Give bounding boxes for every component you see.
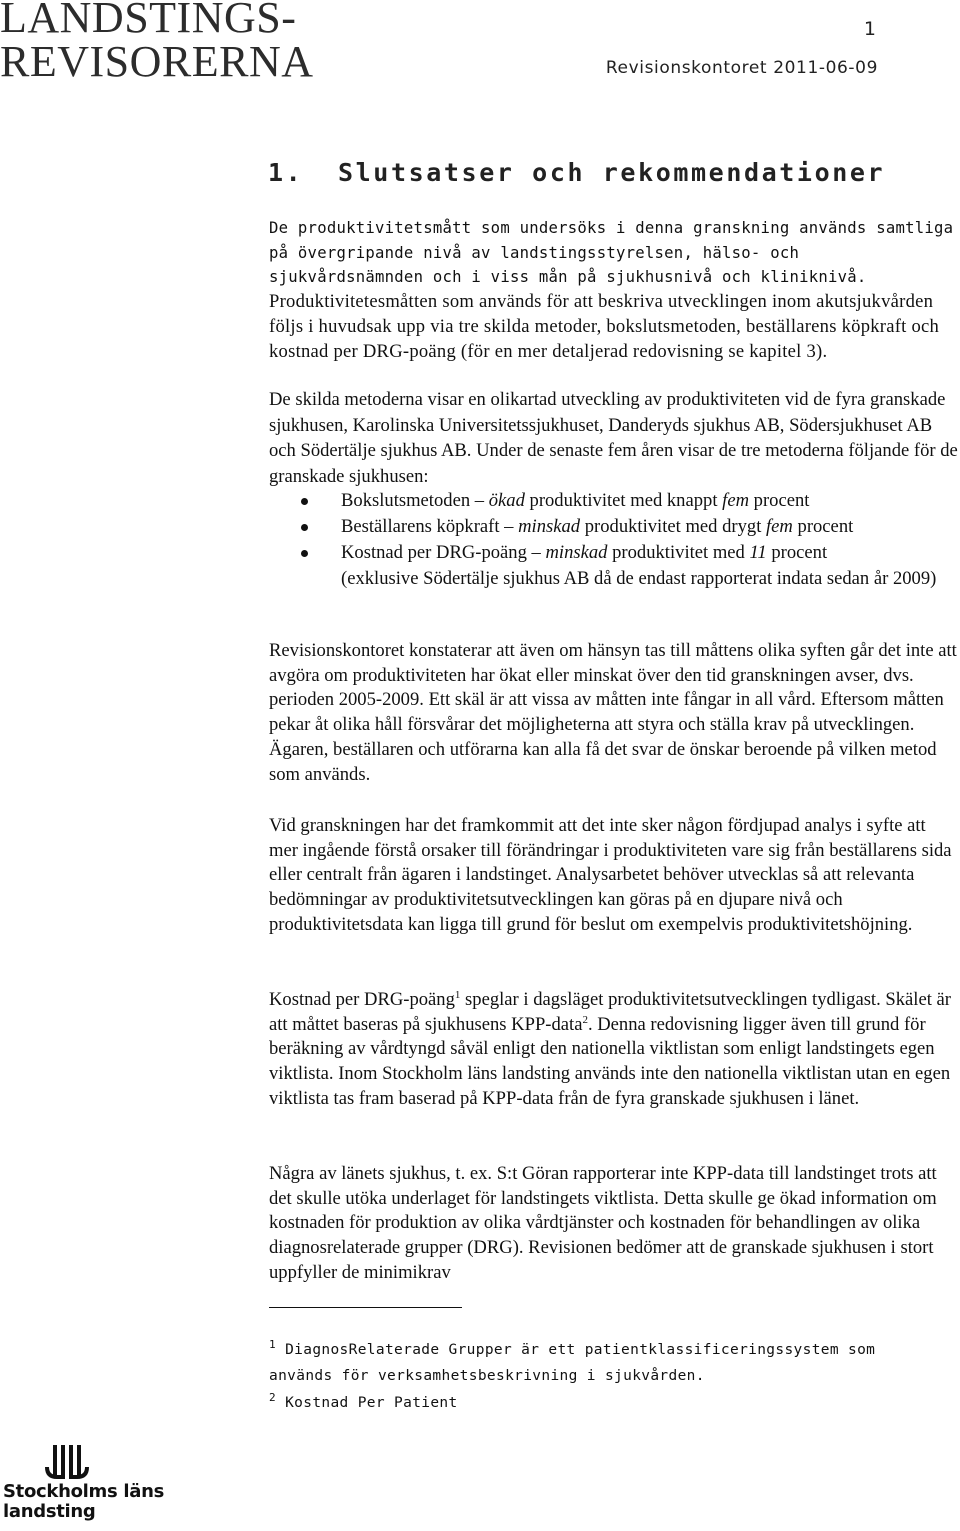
paragraph-2-text: De skilda metoderna visar en olikartad utveckling av produktiviteten vid de fyra granskade sjukhusen, Karolinska Universitetssjukhuset, Danderyds sjukhus AB, Södersjukhuset AB och Södertälje sjukhus AB. Under de senaste fem åren visar de tre metoderna följande för de granskade sjukhusen: (269, 389, 958, 487)
bullet-continuation: (exklusive Södertälje sjukhus AB då de endast rapporterat indata sedan år 2009) (341, 568, 937, 589)
footnote-ref-1: 1 (454, 988, 461, 1001)
paragraph-6 (269, 1162, 959, 1286)
paragraph-1-lead: De produktivitetsmått som undersöks i denna granskning används samtliga på övergripande nivå av landstingsstyrelsen, hälso- och sjukvårdsnämnden och i viss mån på sjukhusnivå och kliniknivå. (269, 219, 954, 287)
bullet-list (269, 488, 959, 592)
section-heading (268, 158, 885, 187)
bullet-icon (301, 524, 308, 531)
bullet-item: Kostnad per DRG-poäng – minskad produktivitet med 11 procent (exklusive Södertälje sjukhus AB då de endast rapporterat indata sedan år 2009) (269, 540, 959, 592)
landstingsrevisorerna-logo-text (0, 0, 314, 84)
org-name-line-2: landsting (3, 1501, 96, 1522)
paragraph-1-text (269, 216, 959, 364)
paragraph-1 (269, 216, 959, 364)
bullet-item: Beställarens köpkraft – minskad produktivitet med drygt fem procent (269, 514, 959, 540)
paragraph-4 (269, 814, 959, 938)
bullet-item: Bokslutsmetoden – ökad produktivitet med knappt fem procent (269, 488, 959, 514)
footnote-divider (269, 1307, 462, 1308)
logo-line-2: REVISORERNA (0, 37, 314, 86)
footnote-1-mark: 1 (269, 1338, 276, 1352)
paragraph-6-text: Några av länets sjukhus, t. ex. S:t Göran rapporterar inte KPP-data till landstinget trots att det skulle utöka underlaget för landstingets viktlista. Detta skulle ge ökad information om kostnaden för produktion av olika vårdtjänster och kostnaden för behandlingen av olika diagnosrelaterade grupper (DRG). Revisionen bedömer att de granskade sjukhusen i stort uppfyller de minimikrav (269, 1163, 937, 1283)
header-office-date: Revisionskontoret 2011-06-09 (605, 58, 878, 78)
bullet-icon (301, 550, 308, 557)
footnote-ref-2: 2 (582, 1013, 588, 1026)
paragraph-1-rest: Produktivitetesmåtten som används för att beskriva utvecklingen inom akutsjukvården följs i huvudsak upp via tre skilda metoder, bokslutsmetoden, beställarens köpkraft och kostnad per DRG-poäng (för en mer detaljerad redovisning se kapitel 3). (269, 291, 940, 362)
section-title: Slutsatser och rekommendationer (338, 158, 886, 187)
footnote-2-mark: 2 (269, 1391, 276, 1405)
section-number: 1. (268, 158, 304, 187)
paragraph-2 (269, 387, 959, 489)
bullet-icon (301, 498, 308, 505)
footnote-2-text: Kostnad Per Patient (285, 1395, 458, 1411)
footnote-2 (269, 1390, 929, 1416)
paragraph-4-text: Vid granskningen har det framkommit att det inte sker någon fördjupad analys i syfte att mer ingående förstå orsaker till förändringar i produktiviteten vare sig från beställarens sida eller centralt från ägaren i landstinget. Analysarbetet behöver utvecklas så att relevanta bedömningar av produktivitetsutvecklingen kan göras på en djupare nivå och produktivitetsdata kan ligga till grund för beslut om exempelvis produktivitetshöjning. (269, 815, 952, 935)
org-name-line-1: Stockholms läns (3, 1481, 165, 1502)
paragraph-3 (269, 639, 959, 787)
org-name (3, 1482, 164, 1522)
footnote-1-text: DiagnosRelaterade Grupper är ett patientklassificeringssystem som används för verksamhetsbeskrivning i sjukvården. (269, 1342, 876, 1384)
footnote-1 (269, 1337, 929, 1389)
logo-line-1: LANDSTINGS- (0, 0, 297, 42)
paragraph-5 (269, 988, 959, 1112)
paragraph-3-text: Revisionskontoret konstaterar att även om hänsyn tas till måttens olika syften går det inte att avgöra om produktiviteten har ökat eller minskat över den tid granskningen avser, dvs. perioden 2005-2009. Ett skäl är att vissa av måtten inte fångar in all vård. Eftersom måtten pekar åt olika håll försvårar det möjligheterna att styra och ställa krav på utvecklingen. Ägaren, beställaren och utförarna kan alla få det svar de önskar beroende på vilken metod som används. (269, 640, 957, 785)
paragraph-5-text: Kostnad per DRG-poäng$^1$ speglar i dagsläget produktivitetsutvecklingen tydligast. Skälet är att måttet baseras på sjukhusens KPP-data$^2$. Denna redovisning ligger även till grund för beräkning av vårdtyngd såväl enligt den nationella viktlistan som enligt landstingets egen viktlista. Inom Stockholm läns landsting används inte den nationella viktlistan utan en egen viktlista tas fram baserad på KPP-data från de fyra granskade sjukhusen i länet. (269, 988, 951, 1109)
page-number: 1 (863, 18, 876, 40)
